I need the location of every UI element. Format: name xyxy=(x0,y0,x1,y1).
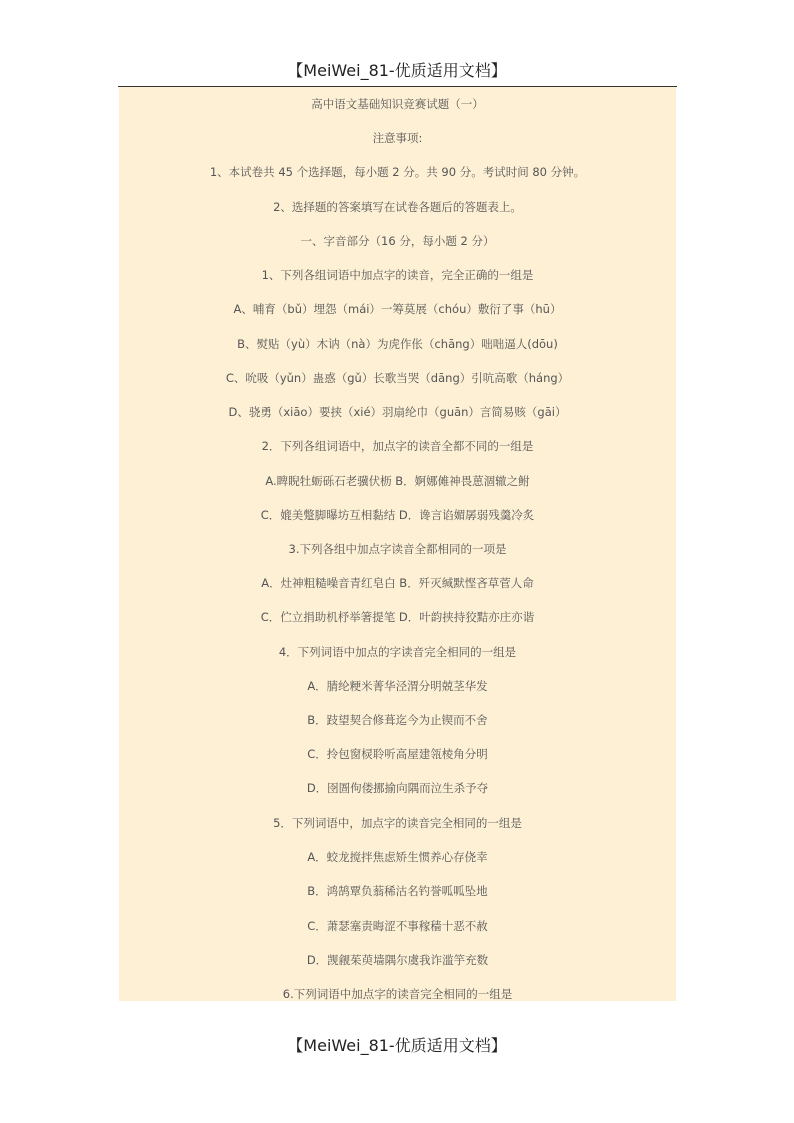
question-2-options-ab: A.睥睨牡蛎砾石老骥伏枥 B．婀娜傩神畏葸涸辙之鲋 xyxy=(265,474,530,488)
question-2-options-cd: C．媲美蹩脚曝坊互相黏结 D．谗言谄媚孱弱残羹冷炙 xyxy=(260,508,535,522)
question-5-option-d: D．觊觎茱萸墙隅尔虞我诈滥竽充数 xyxy=(306,953,489,967)
notice-heading: 注意事项: xyxy=(372,131,423,145)
question-2: 2．下列各组词语中，加点字的读音全都不同的一组是 xyxy=(261,439,534,453)
question-4: 4．下列词语中加点的字读音完全相同的一组是 xyxy=(278,645,517,659)
document-title: 高中语文基础知识竞赛试题（一） xyxy=(311,97,484,111)
question-3-options-ab: A．灶神粗糙噪音青红皂白 B．歼灭缄默悭吝草菅人命 xyxy=(261,576,534,590)
question-1: 1、下列各组词语中加点字的读音，完全正确的一组是 xyxy=(261,268,534,282)
question-5-option-c: C．萧瑟塞责晦涩不事稼穑十恶不赦 xyxy=(307,919,488,933)
question-5-option-b: B．鸿鹄覃负蓊稀沽名钓誉呱呱坠地 xyxy=(307,884,488,898)
question-6: 6.下列词语中加点字的读音完全相同的一组是 xyxy=(282,987,513,1001)
question-4-option-d: D．囹圄佝偻挪揄向隅而泣生杀予夺 xyxy=(306,781,489,795)
question-3-options-cd: C．伫立捐助机杼举箸提笔 D．叶韵挟持狡黠亦庄亦谐 xyxy=(260,610,535,624)
question-1-option-b: B、熨贴（yù）木讷（nà）为虎作伥（chāng）咄咄逼人(dōu) xyxy=(237,337,558,351)
notice-line-1: 1、本试卷共 45 个选择题，每小题 2 分。共 90 分。考试时间 80 分钟。 xyxy=(209,165,586,179)
question-1-option-d: D、骁勇（xiāo）要挟（xié）羽扇纶巾（guān）言简易赅（gāi） xyxy=(228,405,567,419)
page-header: 【MeiWei_81-优质适用文档】 xyxy=(287,61,507,80)
question-5: 5．下列词语中，加点字的读音完全相同的一组是 xyxy=(273,816,522,830)
question-4-option-b: B．跂望契合修葺迄今为止锲而不舍 xyxy=(307,713,488,727)
page-footer: 【MeiWei_81-优质适用文档】 xyxy=(287,1036,507,1055)
question-3: 3.下列各组中加点字读音全都相同的一项是 xyxy=(288,542,507,556)
notice-line-2: 2、选择题的答案填写在试卷各题后的答题表上。 xyxy=(273,200,522,214)
question-5-option-a: A．蛟龙搅拌焦虑矫生惯养心存侥幸 xyxy=(307,850,488,864)
question-4-option-c: C．拎包窗棂聆听高屋建瓴棱角分明 xyxy=(307,747,488,761)
question-1-option-a: A、哺育（bǔ）埋怨（mái）一筹莫展（chóu）敷衍了事（hū） xyxy=(233,302,562,316)
section-heading: 一、字音部分（16 分，每小题 2 分） xyxy=(300,234,495,248)
question-4-option-a: A．腈纶粳米菁华泾渭分明兢茎华发 xyxy=(307,679,488,693)
question-1-option-c: C、吮吸（yǔn）蛊惑（gǔ）长歌当哭（dāng）引吭高歌（háng） xyxy=(225,371,570,385)
document-content xyxy=(119,87,676,1001)
